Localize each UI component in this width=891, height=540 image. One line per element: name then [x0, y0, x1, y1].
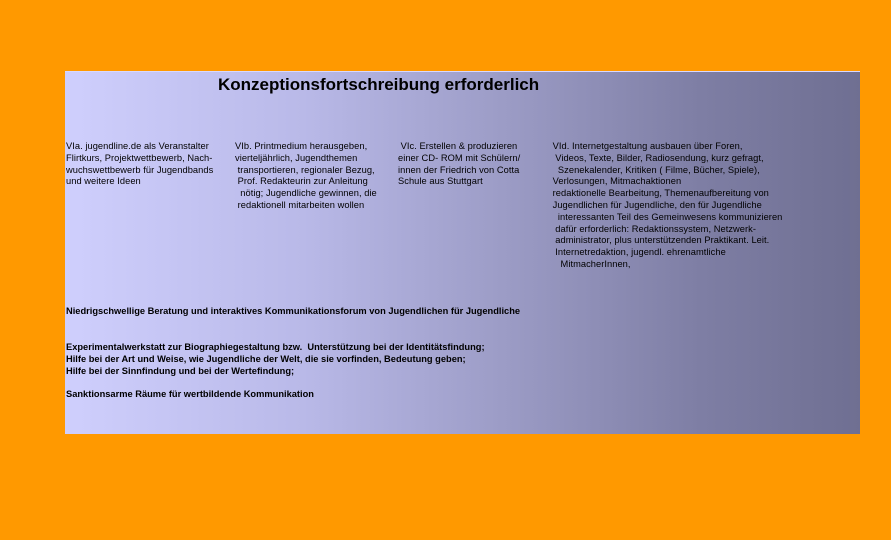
raeume-line: Sanktionsarme Räume für wertbildende Kommunikation	[66, 389, 314, 399]
slide-panel	[65, 71, 860, 434]
beratung-line: Niedrigschwellige Beratung und interaktives Kommunikationsforum von Jugendlichen für Jugendliche	[66, 306, 521, 316]
text-column-vid: VId. Internetgestaltung ausbauen über Foren, Videos, Texte, Bilder, Radiosendung, kurz gefragt, Szenekalender, Kritiken ( Filme, Bücher, Spiele), Verlosungen, Mitmachaktionen redaktionelle Bearbeitung, Themenaufbereitung von Jugendlichen für Jugendliche, den für Jugendliche interessanten Teil des Gemeinwesens kommunizieren dafür erforderlich: Redaktionssystem, Netzwerk- administrator, plus unterstützenden Praktikant. Leit. Internetredaktion, jugendl. ehrenamtliche MitmacherInnen,	[552, 141, 783, 269]
text-column-vic: VIc. Erstellen & produzieren einer CD- ROM mit Schülern/ innen der Friedrich von Cotta Schule aus Stuttgart	[398, 141, 521, 187]
text-column-via: VIa. jugendline.de als Veranstalter Flirtkurs, Projektwettbewerb, Nach- wuchswettbewerb für Jugendbands und weitere Ideen	[66, 141, 214, 187]
werkstatt-block: Experimentalwerkstatt zur Biographiegestaltung bzw. Unterstützung bei der Identitätsfindung; Hilfe bei der Art und Weise, wie Jugendliche der Welt, die sie vorfinden, Bedeutung geben; Hilfe bei der Sinnfindung und bei der Wertefindung;	[66, 342, 485, 376]
text-column-vib: VIb. Printmedium herausgeben, vierteljährlich, Jugendthemen transportieren, regionaler Bezug, Prof. Redakteurin zur Anleitung nötig; Jugendliche gewinnen, die redaktionell mitarbeiten wollen	[235, 141, 377, 210]
slide-title: Konzeptionsfortschreibung erforderlich	[218, 75, 540, 94]
